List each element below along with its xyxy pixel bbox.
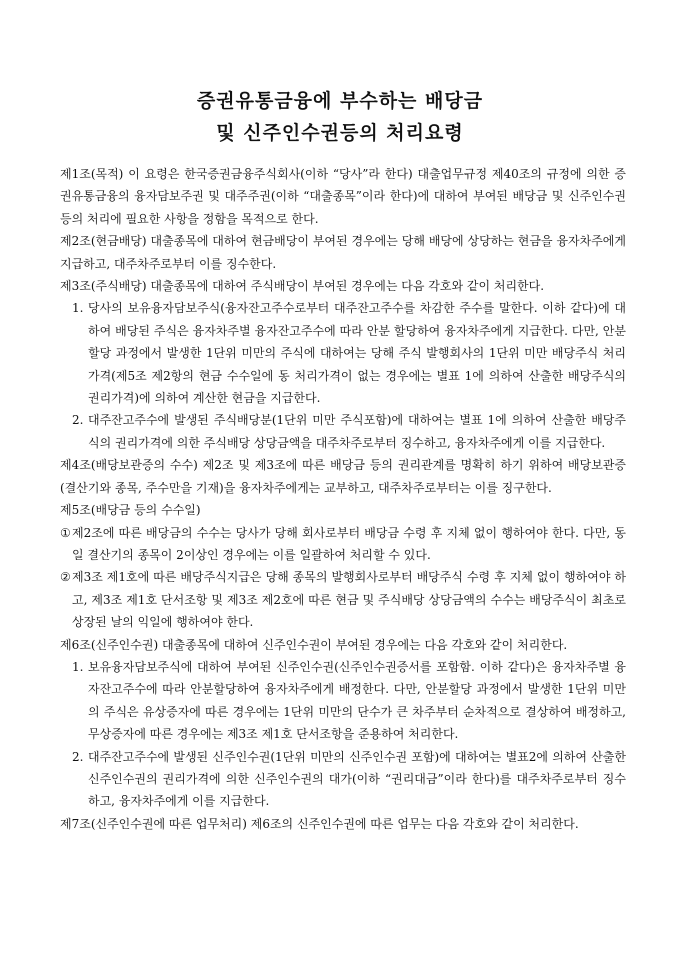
title-line-1: 증권유통금융에 부수하는 배당금: [196, 90, 484, 112]
article-7: 제7조(신주인수권에 따른 업무처리) 제6조의 신주인수권에 따른 업무는 다음 각호와 같이 처리한다.: [60, 816, 579, 831]
article-3: 제3조(주식배당) 대출종목에 대하여 주식배당이 부여된 경우에는 다음 각호와 같이 처리한다.: [60, 279, 545, 294]
item-text: 보유융자담보주식에 대하여 부여된 신주인수권(신주인수권증서를 포함함. 이하 같다)은 융자차주별 융자잔고주수에 따라 안분할당하여 융자차주에게 배정한다. 다만, 안분할당 과정에서 발생한 1단위 미만의 주식은 유상증자에 따른 경우에는 1단위 미만의 단수가 큰 차주부터 순차적으로 결상하여 배정하고, 무상증자에 따른 경우에는 제3조 제1호 단서조항을 준용하여 처리한다.: [88, 659, 626, 742]
article-1: 제1조(목적) 이 요령은 한국증권금융주식회사(이하 “당사”라 한다) 대출업무규정 제40조의 규정에 의한 증권유통금융의 융자담보주권 및 대주주권(이하 “대출종목”이라 한다)에 대하여 부여된 배당금 및 신주인수권 등의 처리에 필요한 사항을 정함을 목적으로 한다.: [60, 167, 626, 226]
document-body: [60, 163, 626, 835]
article-5-item: [60, 566, 626, 633]
article-6-item: [60, 656, 626, 746]
article-6: 제6조(신주인수권) 대출종목에 대하여 신주인수권이 부여된 경우에는 다음 각호와 같이 처리한다.: [60, 637, 568, 652]
item-number: 2.: [72, 749, 84, 764]
article-4: 제4조(배당보관증의 수수) 제2조 및 제3조에 따른 배당금 등의 권리관계를 명확히 하기 위하여 배당보관증(결산기와 종목, 주수만을 기재)을 융자차주에게는 교부하고, 대주차주로부터는 이를 징구한다.: [60, 458, 626, 495]
article-6-list: [60, 656, 626, 813]
article-3-list: [60, 297, 626, 454]
article-3-item: [60, 297, 626, 409]
article-5-item: [60, 522, 626, 567]
item-text: 당사의 보유융자담보주식(융자잔고주수로부터 대주잔고주수를 차감한 주수를 말한다. 이하 같다)에 대하여 배당된 주식은 융자차주별 융자잔고주수에 따라 안분 할당하여 융자차주에게 지급한다. 다만, 안분할당 과정에서 발생한 1단위 미만의 주식에 대하여는 당해 주식 발행회사의 1단위 미만 배당주식 처리가격(제5조 제2항의 현금 수수일에 동 처리가격이 없는 경우에는 별표 1에 의하여 산출한 배당주식의 권리가격)에 의하여 계산한 현금을 지급한다.: [88, 301, 626, 406]
item-text: 대주잔고주수에 발생된 신주인수권(1단위 미만의 신주인수권 포함)에 대하여는 별표2에 의하여 산출한 신주인수권의 권리가격에 의한 신주인수권의 대가(이하 “권리대금”이라 한다)를 대주차주로부터 징수하고, 융자차주에게 이를 지급한다.: [88, 749, 626, 809]
article-6-item: [60, 746, 626, 813]
article-2: 제2조(현금배당) 대출종목에 대하여 현금배당이 부여된 경우에는 당해 배당에 상당하는 현금을 융자차주에게 지급하고, 대주차주로부터 이를 징수한다.: [60, 234, 626, 271]
item-text: 제3조 제1호에 따른 배당주식지급은 당해 종목의 발행회사로부터 배당주식 수령 후 지체 없이 행하여야 하고, 제3조 제1호 단서조항 및 제3조 제2호에 따른 현금 및 주식배당 상당금액의 수수는 배당주식이 최초로 상장된 날의 익일에 행하여야 한다.: [72, 570, 626, 630]
item-text: 대주잔고주수에 발생된 주식배당분(1단위 미만 주식포함)에 대하여는 별표 1에 의하여 산출한 배당주식의 권리가격에 의한 주식배당 상당금액을 대주차주로부터 징수하고, 융자차주에게 이를 지급한다.: [88, 413, 626, 450]
title-line-2: 및 신주인수권등의 처리요령: [216, 122, 464, 144]
item-text: 제2조에 따른 배당금의 수수는 당사가 당해 회사로부터 배당금 수령 후 지체 없이 행하여야 한다. 다만, 동일 결산기의 종목이 2이상인 경우에는 이를 일괄하여 처리할 수 있다.: [72, 525, 626, 562]
item-number: 2.: [72, 413, 84, 428]
article-3-item: [60, 409, 626, 454]
item-number: ①: [60, 525, 71, 540]
article-5-heading: 제5조(배당금 등의 수수일): [60, 503, 201, 518]
item-number: 1.: [72, 301, 84, 316]
item-number: 1.: [72, 659, 84, 674]
item-number: ②: [60, 570, 71, 585]
